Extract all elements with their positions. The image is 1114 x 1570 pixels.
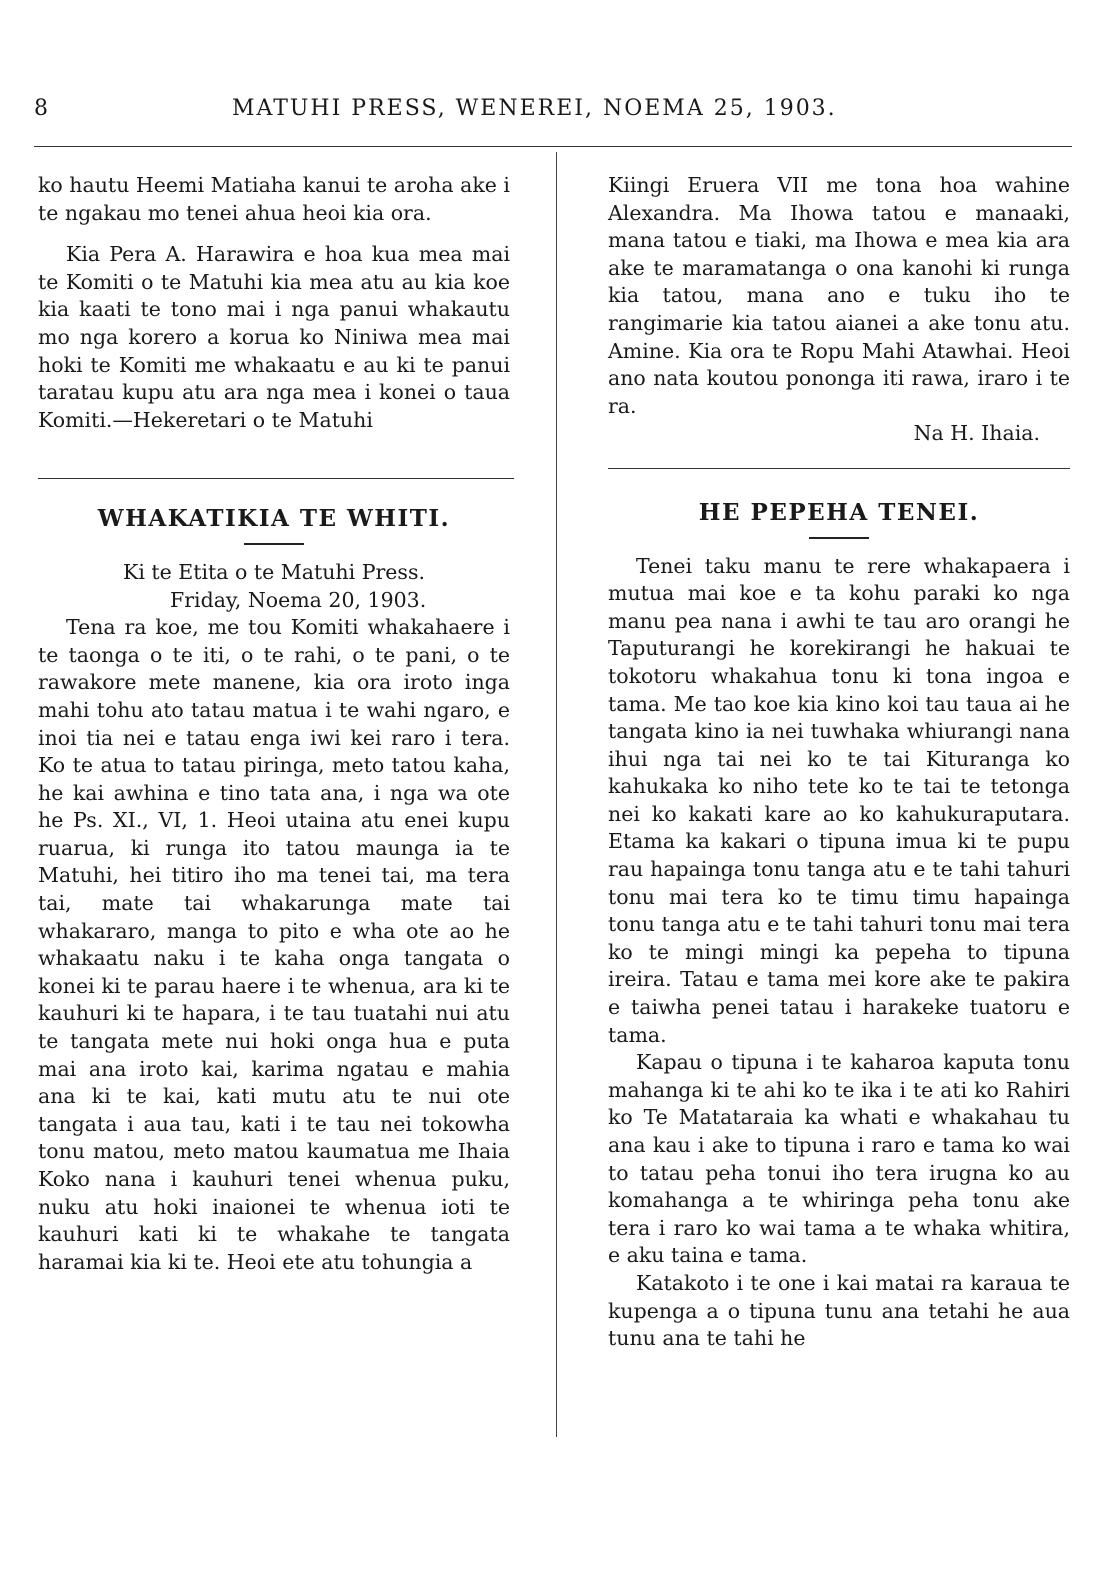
column-divider [556,152,557,1437]
page-header [0,96,1114,130]
header-rule [34,146,1072,147]
address-line: Ki te Etita o te Matuhi Press. [123,559,425,584]
article-heading-pepeha: HE PEPEHA TENEI. [698,498,980,526]
left-paragraph-1: ko hautu Heemi Matiaha kanui te aroha ake i te ngakau mo tenei ahua heoi kia ora. [38,173,510,225]
heading-rule [244,543,304,545]
running-title: MATUHI PRESS, WENEREI, NOEMA 25, 1903. [232,96,837,121]
letter-body: Tena ra koe, me tou Komiti whakahaere i te taonga o te iti, o te rahi, o te pani, o te rawakore mete manene, kia ora iroto inga mahi tohu ato tatau matua i te wahi ngaro, e inoi tia nei e tatau enga iwi kei raro i tera. Ko te atua to tatau piringa, meto tatou kaha, he kai awhina e tino tata ana, i nga wa ote he Ps. XI., VI, 1. Heoi utaina atu enei kupu ruarua, ki runga ito tatou maunga ia te Matuhi, hei titiro iho ma tenei tai, ma tera tai, mate tai whakarunga mate tai whakararo, manga to pito e wha ote ao he whakaatu naku i te kaha onga tangata o konei ki te parau haere i te whenua, ara ki te kauhuri ki te hapara, i te tau tuatahi nui atu te tangata mete nui hoki onga hua e puta mai ana iroto kai, karima ngatau e mahia ana ki te kai, kati mutu atu te nui ote tangata i aua tau, kati i te tau nei tokowha tonu matou, meto matou kaumatua me Ihaia Koko nana i kauhuri tenei whenua puku, nuku atu hoki inaionei te whenua ioti te kauhuri kati ki te whakahe te tangata haramai kia ki te. Heoi ete atu tohungia a [38,615,510,1274]
left-column [38,172,510,1276]
pepeha-paragraph-1: Tenei taku manu te rere whakapaera i mutua mai koe e ta kohu paraki ko nga manu pea nana i awhi te tau aro orangi he Taputurangi he korekirangi he hakuai te tokotoru whakahua tonu ki tona ingoa e tama. Me tao koe kia kino koi tau taua ai he tangata kino ia nei tuwhaka whiurangi nana ihui nga tai nei ko te tai Kituranga ko kahukaka ko niho tete ko te tai te tetonga nei ko kakati kare ao ko kahukuraputara. Etama ka kakari o tipuna imua ki te pupu rau hapainga tonu tanga atu e te tahi tahuri tonu mai tera ko te timu timu hapainga tonu tanga atu e te tahi tahuri tonu mai tera ko te mingi mingi ka pepeha to tipuna ireira. Tatau e tama mei kore ake te pakira e taiwha penei tatau i harakeke tuatoru e tama. [608,553,1070,1047]
left-paragraph-2: Kia Pera A. Harawira e hoa kua mea mai te Komiti o te Matuhi kia mea atu au kia koe kia kaati te tono mai i nga panui whakautu mo nga korero a korua ko Niniwa mea mai hoki te Komiti me whakaatu e au ki te panui taratau kupu atu ara nga mea i konei o taua Komiti.—Hekeretari o te Matuhi [38,242,510,432]
heading-rule [809,537,869,539]
article-heading-whakatikia: WHAKATIKIA TE WHITI. [97,505,451,533]
right-paragraph-1: Kiingi Eruera VII me tona hoa wahine Alexandra. Ma Ihowa tatou e manaaki, mana tatou e tiaki, ma Ihowa e mea kia ara ake te maramatanga o ona kanohi ki runga kia tatou, mana ano e tuku iho te rangimarie kia tatou aianei a ake tonu atu. Amine. Kia ora te Ropu Mahi Atawhai. Heoi ano nata koutou pononga iti rawa, iraro i te ra. [608,173,1070,418]
section-rule [608,468,1070,469]
date-line: Friday, Noema 20, 1903. [170,587,427,612]
pepeha-paragraph-3: Katakoto i te one i kai matai ra karaua te kupenga a o tipuna tunu ana tetahi he aua tunu ana te tahi he [608,1270,1070,1351]
right-column [608,172,1070,1353]
page-number: 8 [34,96,48,121]
pepeha-paragraph-2: Kapau o tipuna i te kaharoa kaputa tonu mahanga ki te ahi ko te ika i te ati ko Rahiri ko Te Matataraia ka whati e whakahau tu ana kau i ake to tipuna i raro e tama ko wai to tatau peha tonui iho tera irugna ko au komahanga a te whiringa peha tonu ake tera i raro ko wai tama a te whaka whitira, e aku taina e tama. [608,1050,1070,1268]
signature: Na H. Ihaia. [913,421,1040,446]
section-rule [38,478,514,479]
